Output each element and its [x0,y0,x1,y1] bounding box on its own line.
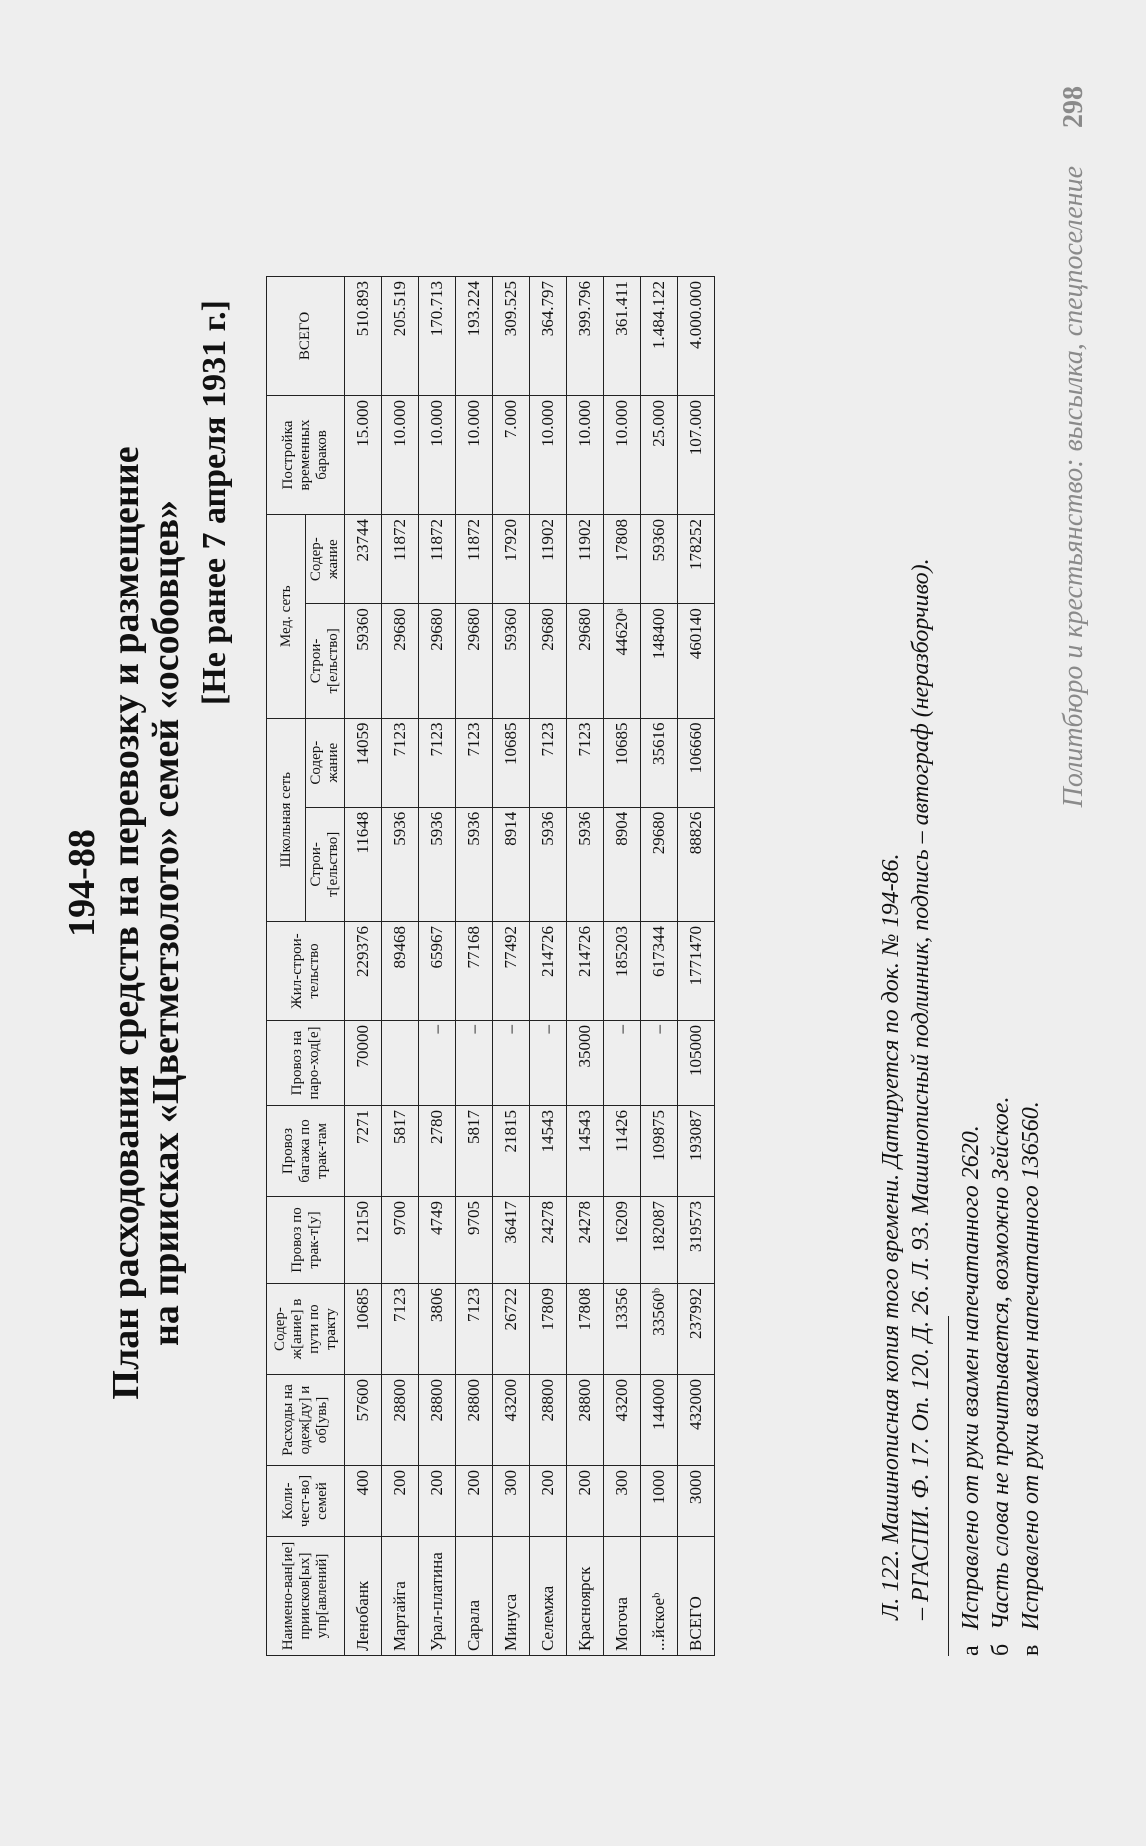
expense-plan-table [266,276,715,1656]
table-cell: 11902 [530,515,567,604]
row-name-cell: ...йскоеᵇ [641,1537,678,1656]
table-cell: 26722 [493,1284,530,1375]
header-tract-carry: Провоз по трак-т[у] [267,1197,345,1284]
table-row [530,277,567,1656]
table-cell: 9705 [456,1197,493,1284]
footnote-mark: а [958,1645,984,1656]
table-cell: – [641,1021,678,1106]
table-cell: 21815 [493,1106,530,1197]
table-cell: 17920 [493,515,530,604]
table-cell: 14543 [530,1106,567,1197]
document-title [106,0,186,1846]
table-cell: 10.000 [604,396,641,515]
table-cell: 89468 [382,922,419,1021]
table-cell: – [530,1021,567,1106]
table-cell: 182087 [641,1197,678,1284]
table-cell: 185203 [604,922,641,1021]
table-cell: 11902 [567,515,604,604]
table-cell: 193087 [678,1106,715,1197]
table-cell: 7123 [382,718,419,807]
table-cell: 170.713 [419,277,456,396]
table-row [419,277,456,1656]
header-school-upkeep: Содер-жание [306,718,345,807]
table-cell: 10685 [604,718,641,807]
table-cell: 28800 [567,1375,604,1466]
table-cell: 460140 [678,604,715,718]
table-cell: 5936 [530,807,567,921]
table-cell: 7123 [419,718,456,807]
table-row [493,277,530,1656]
table-cell: 510.893 [345,277,382,396]
table-cell: 300 [493,1466,530,1537]
running-head-title: Политбюро и крестьянство: высылка, спецпоселение [1058,166,1089,808]
table-cell: 28800 [419,1375,456,1466]
table-cell: 65967 [419,922,456,1021]
header-med: Мед. сеть [267,515,306,719]
table-cell: 200 [419,1466,456,1537]
table-cell: 33560ᵇ [641,1284,678,1375]
footnote [956,256,986,1656]
table-cell: 3000 [678,1466,715,1537]
document-date: [Не ранее 7 апреля 1931 г.] [196,300,233,706]
table-cell: 11872 [419,515,456,604]
table-cell: 35000 [567,1021,604,1106]
table-cell: 70000 [345,1021,382,1106]
header-barracks: Постройка временных бараков [267,396,345,515]
table-cell: 1.484.122 [641,277,678,396]
table-cell: 7123 [456,718,493,807]
table-cell: 15.000 [345,396,382,515]
row-name-cell: Урал-платина [419,1537,456,1656]
table-cell: 8904 [604,807,641,921]
table-cell: 59360 [641,515,678,604]
table-cell: 3806 [419,1284,456,1375]
table-cell: 10.000 [456,396,493,515]
table-cell: 10685 [493,718,530,807]
page-number: 298 [1058,86,1089,128]
table-cell: 7271 [345,1106,382,1197]
table-cell: 23744 [345,515,382,604]
footnote-text: Исправлено от руки взамен напечатанного 136560. [1018,1101,1044,1630]
table-cell: 57600 [345,1375,382,1466]
header-med-build: Строи-т[ельство] [306,604,345,718]
table-cell: 432000 [678,1375,715,1466]
header-steamer: Провоз на паро-ход[е] [267,1021,345,1106]
footnote-text: Исправлено от руки взамен напечатанного 2620. [958,1125,984,1630]
header-school-build: Строи-т[ельство] [306,807,345,921]
table-cell: 10.000 [419,396,456,515]
table-cell: 11648 [345,807,382,921]
table-row [345,277,382,1656]
row-name-cell: Селемжа [530,1537,567,1656]
table-cell: 10.000 [382,396,419,515]
table-cell: 214726 [567,922,604,1021]
table-cell: – [419,1021,456,1106]
table-cell: 13356 [604,1284,641,1375]
table-cell: 5936 [382,807,419,921]
table-cell: 14543 [567,1106,604,1197]
table-cell: 35616 [641,718,678,807]
footnote-mark: б [988,1643,1014,1656]
table-cell: 5817 [456,1106,493,1197]
table-cell: 24278 [567,1197,604,1284]
table-cell: 11426 [604,1106,641,1197]
table-cell: 364.797 [530,277,567,396]
table-cell: 59360 [345,604,382,718]
footnote-mark: в [1018,1644,1044,1656]
table-row [456,277,493,1656]
table-cell: 1000 [641,1466,678,1537]
table-cell: 7123 [567,718,604,807]
table-cell: 5936 [419,807,456,921]
table-cell: 4.000.000 [678,277,715,396]
table-cell: 237992 [678,1284,715,1375]
table-cell: 5817 [382,1106,419,1197]
table-cell: 59360 [493,604,530,718]
running-head [1058,86,1098,1566]
table-row [382,277,419,1656]
table-cell: 12150 [345,1197,382,1284]
table-cell: 25.000 [641,396,678,515]
document-number: 194-88 [61,829,103,937]
table-cell: 28800 [456,1375,493,1466]
table-cell [382,1021,419,1106]
table-cell: 29680 [456,604,493,718]
header-clothes: Расходы на одеж[ду] и об[увь] [267,1375,345,1466]
table-cell: 144000 [641,1375,678,1466]
table-cell: 178252 [678,515,715,604]
table-cell: 399.796 [567,277,604,396]
row-name-cell: Минуса [493,1537,530,1656]
table-cell: 8914 [493,807,530,921]
table-cell: 77492 [493,922,530,1021]
footnote-rule [948,1316,949,1656]
header-school: Школьная сеть [267,718,306,921]
row-name-cell: Мартайга [382,1537,419,1656]
source-line: Л. 122. Машинописная копия того времени. Датируется по док. № 194-86. [878,853,904,1620]
table-cell: 29680 [530,604,567,718]
table-cell: 200 [567,1466,604,1537]
table-row [567,277,604,1656]
footnote [986,256,1016,1656]
table-cell: 28800 [382,1375,419,1466]
table-cell: 43200 [604,1375,641,1466]
row-name-cell: Ленобанк [345,1537,382,1656]
table-cell: 205.519 [382,277,419,396]
table-cell: 7123 [530,718,567,807]
table-cell: 7.000 [493,396,530,515]
footnote [1016,256,1046,1656]
table-cell: 88826 [678,807,715,921]
table-cell: 17808 [604,515,641,604]
table-cell: 4749 [419,1197,456,1284]
header-total: ВСЕГО [267,277,345,396]
header-count: Коли-чест-во] семей [267,1466,345,1537]
footnote-text: Часть слова не прочитывается, возможно Зейское. [988,1096,1014,1630]
table-cell: 106660 [678,718,715,807]
table-cell: 10685 [345,1284,382,1375]
table-cell: 17808 [567,1284,604,1375]
table-cell: 10.000 [567,396,604,515]
table-cell: 107.000 [678,396,715,515]
table-cell: 7123 [456,1284,493,1375]
source-line: – РГАСПИ. Ф. 17. Оп. 120. Д. 26. Л. 93. Машинописный подлинник, подпись – автограф (неразборчиво). [908,558,934,1620]
table-cell: 2780 [419,1106,456,1197]
table-cell: 24278 [530,1197,567,1284]
table-cell: 617344 [641,922,678,1021]
title-line: на приисках «Цветметзолото» семей «особовцев» [145,500,187,1346]
table-cell: – [456,1021,493,1106]
table-cell: 43200 [493,1375,530,1466]
source-note [876,220,936,1620]
footnotes [956,256,1046,1656]
table-cell: 200 [530,1466,567,1537]
table-cell: 44620ᵃ [604,604,641,718]
header-med-upkeep: Содер-жание [306,515,345,604]
table-cell: 29680 [382,604,419,718]
table-cell: 16209 [604,1197,641,1284]
title-line: План расходования средств на перевозку и размещение [105,446,147,1400]
table-cell: 11872 [382,515,419,604]
table-cell: 29680 [641,807,678,921]
table-cell: 319573 [678,1197,715,1284]
table-cell: – [493,1021,530,1106]
table-cell: 229376 [345,922,382,1021]
row-name-cell: ВСЕГО [678,1537,715,1656]
header-baggage: Провоз багажа по трак-там [267,1106,345,1197]
header-housing: Жил-строи-тельство [267,922,345,1021]
table-cell: 400 [345,1466,382,1537]
row-name-cell: Могоча [604,1537,641,1656]
table-cell: 109875 [641,1106,678,1197]
row-name-cell: Красноярск [567,1537,604,1656]
table-row [641,277,678,1656]
table-cell: 29680 [567,604,604,718]
table-cell: 200 [456,1466,493,1537]
row-name-cell: Сарала [456,1537,493,1656]
table-row [604,277,641,1656]
table-cell: 214726 [530,922,567,1021]
table-cell: 29680 [419,604,456,718]
table-cell: 7123 [382,1284,419,1375]
table-cell: 77168 [456,922,493,1021]
table-cell: 200 [382,1466,419,1537]
table-cell: – [604,1021,641,1106]
table-cell: 105000 [678,1021,715,1106]
table-cell: 361.411 [604,277,641,396]
table-cell: 11872 [456,515,493,604]
table-cell: 5936 [567,807,604,921]
table-cell: 28800 [530,1375,567,1466]
table-cell: 36417 [493,1197,530,1284]
table-cell: 309.525 [493,277,530,396]
table-cell: 17809 [530,1284,567,1375]
table-row [678,277,715,1656]
table-cell: 300 [604,1466,641,1537]
table-cell: 10.000 [530,396,567,515]
table-cell: 193.224 [456,277,493,396]
table-cell: 148400 [641,604,678,718]
table-cell: 1771470 [678,922,715,1021]
header-upkeep-road: Содер-ж[ание] в пути по тракту [267,1284,345,1375]
table-cell: 14059 [345,718,382,807]
table-cell: 5936 [456,807,493,921]
table-cell: 9700 [382,1197,419,1284]
table-body [345,277,715,1656]
header-name: Наимено-ван[ие] приисков[ых] упр[авлений] [267,1537,345,1656]
